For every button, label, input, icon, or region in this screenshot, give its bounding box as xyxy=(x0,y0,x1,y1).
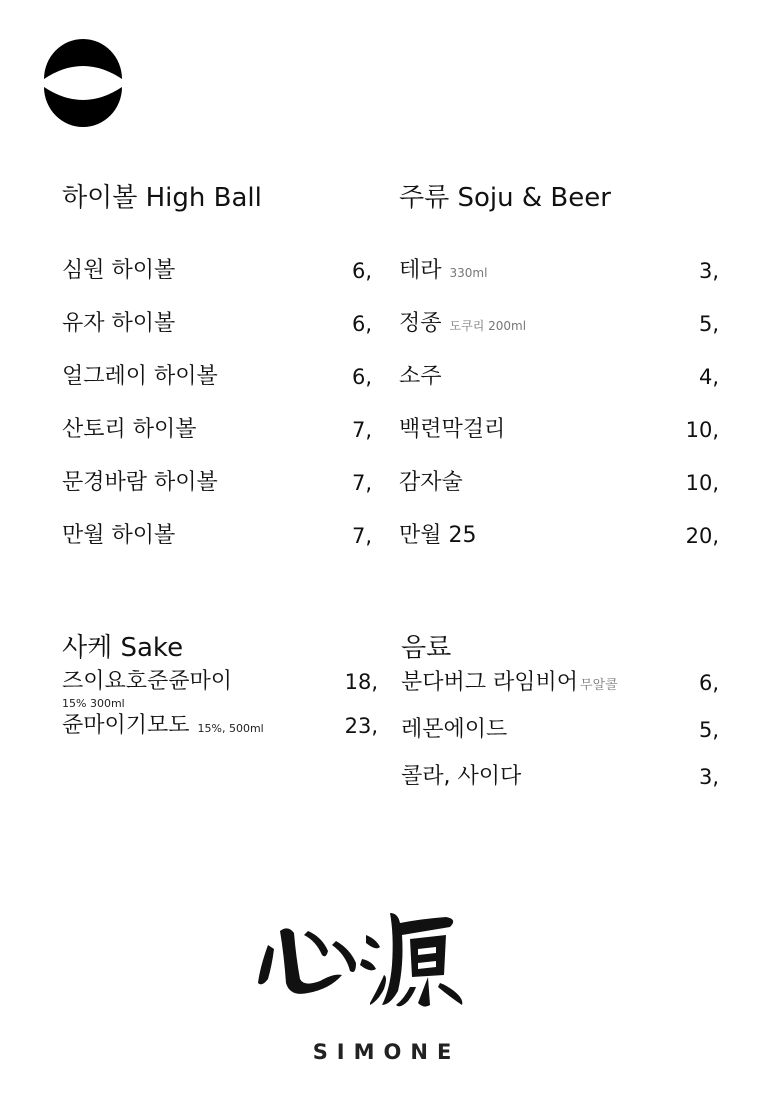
item-name: 유자 하이볼 xyxy=(62,311,176,336)
item-name: 만월 25 xyxy=(399,523,477,548)
item-name: 소주 xyxy=(399,364,442,389)
item-price: 3, xyxy=(698,765,719,789)
soju-beer-section xyxy=(399,178,719,574)
highball-heading: 하이볼 High Ball xyxy=(62,183,262,213)
item-price: 5, xyxy=(698,718,719,742)
item-note: 무알콜 xyxy=(580,678,618,693)
menu-item xyxy=(401,668,719,715)
item-price: 23, xyxy=(344,714,378,738)
soju-beer-heading: 주류 Soju & Beer xyxy=(399,183,611,213)
sake-section xyxy=(62,628,378,740)
menu-item xyxy=(62,415,372,468)
logo-mark xyxy=(43,25,123,139)
menu-item xyxy=(62,712,378,740)
item-note: 15%, 500ml xyxy=(197,722,264,735)
item-price: 7, xyxy=(351,471,372,495)
menu-item xyxy=(62,256,372,309)
sake-heading: 사케 Sake xyxy=(62,633,184,663)
item-name: 분다버그 라임비어 xyxy=(401,670,579,695)
item-price: 5, xyxy=(698,312,719,336)
drinks-section xyxy=(401,628,719,809)
menu-item xyxy=(399,256,719,309)
menu-item xyxy=(62,309,372,362)
menu-item xyxy=(62,468,372,521)
menu-item xyxy=(399,362,719,415)
menu-item xyxy=(62,362,372,415)
item-name: 테라 xyxy=(399,258,442,283)
item-price: 10, xyxy=(685,418,719,442)
item-price: 6, xyxy=(351,259,372,283)
menu-item xyxy=(401,715,719,762)
drinks-list xyxy=(401,668,719,809)
menu-item xyxy=(399,468,719,521)
item-price: 6, xyxy=(698,671,719,695)
brand-name: SIMONE xyxy=(312,1040,461,1064)
item-name: 얼그레이 하이볼 xyxy=(62,364,218,389)
item-price: 6, xyxy=(351,365,372,389)
soju-beer-list xyxy=(399,256,719,574)
item-name-wrap xyxy=(401,668,618,701)
item-name: 심원 하이볼 xyxy=(62,258,176,283)
item-price: 7, xyxy=(351,524,372,548)
highball-list xyxy=(62,256,372,574)
item-price: 6, xyxy=(351,312,372,336)
drinks-heading: 음료 xyxy=(401,633,452,663)
item-name: 쥰마이기모도 xyxy=(62,713,190,738)
item-price: 20, xyxy=(685,524,719,548)
item-note: 도쿠리 200ml xyxy=(449,319,527,333)
menu-item xyxy=(399,309,719,362)
item-price: 18, xyxy=(344,670,378,694)
item-sub: 15% 300ml xyxy=(62,697,125,710)
item-price: 3, xyxy=(698,259,719,283)
item-price: 4, xyxy=(698,365,719,389)
item-price: 7, xyxy=(351,418,372,442)
highball-section xyxy=(62,178,372,574)
item-name: 감자술 xyxy=(399,470,463,495)
item-name: 만월 하이볼 xyxy=(62,523,176,548)
item-name: 정종 xyxy=(399,311,442,336)
menu-item xyxy=(62,668,378,696)
item-name: 백련막걸리 xyxy=(399,417,506,442)
item-name: 즈이요호준쥰마이 xyxy=(62,669,233,694)
item-name-wrap xyxy=(399,256,487,288)
item-name: 콜라, 사이다 xyxy=(401,764,522,789)
menu-item xyxy=(62,521,372,574)
item-price: 10, xyxy=(685,471,719,495)
item-name: 레몬에이드 xyxy=(401,717,508,742)
menu-item xyxy=(401,762,719,809)
menu-item xyxy=(399,521,719,574)
item-name-wrap xyxy=(399,309,526,341)
item-name: 문경바람 하이볼 xyxy=(62,470,218,495)
item-name: 산토리 하이볼 xyxy=(62,417,197,442)
calligraphy-logo xyxy=(250,905,470,1015)
menu-item xyxy=(399,415,719,468)
sake-list xyxy=(62,668,378,740)
item-note: 330ml xyxy=(449,266,488,280)
